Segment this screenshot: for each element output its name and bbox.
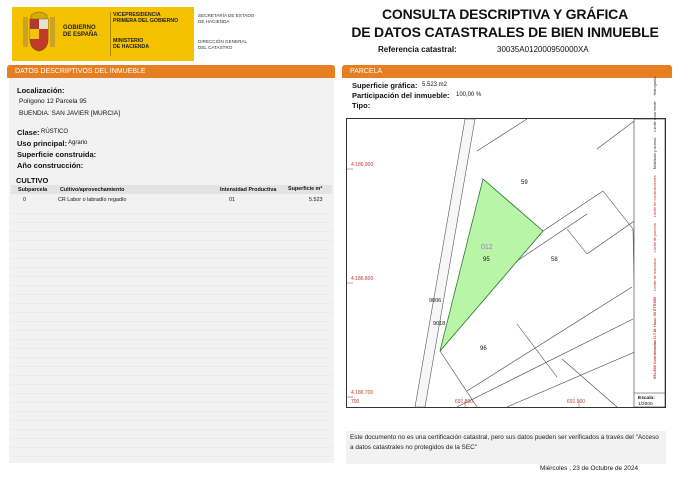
x-label-2: 691.800: [455, 399, 474, 405]
clase-label: Clase:: [17, 128, 40, 137]
legend-item-6: Hidrografía: [653, 76, 657, 96]
y-label-3: 4.186.700: [351, 390, 374, 396]
row-intensidad: 01: [229, 197, 235, 203]
col-subparcela: Subparcela: [18, 187, 48, 193]
y-label-1: 4.186.900: [351, 162, 374, 168]
tipo-label: Tipo:: [352, 101, 371, 110]
parcel-label-9006: 9006: [429, 298, 442, 304]
localizacion-label: Localización:: [17, 86, 65, 95]
col-superficie: Superficie m²: [288, 186, 323, 192]
scale-value: 1/2000: [638, 402, 653, 407]
localizacion-line1: Polígono 12 Parcela 95: [19, 98, 87, 105]
document-title-line1: CONSULTA DESCRIPTIVA Y GRÁFICA: [381, 6, 628, 22]
uso-value: Agrario: [68, 140, 88, 146]
vicepresidencia-text: VICEPRESIDENCIA PRIMERA DEL GOBIERNO: [113, 12, 191, 24]
clase-value: RÚSTICO: [41, 129, 68, 135]
superficie-grafica-value: 5.523 m2: [422, 82, 448, 88]
row-subparcela: 0: [23, 197, 26, 203]
superficie-construida-label: Superficie construida:: [17, 150, 97, 159]
parcel-label-58: 58: [551, 257, 558, 263]
participacion-label: Participación del inmueble:: [352, 91, 450, 100]
y-label-2: 4.186.800: [351, 276, 374, 282]
row-cultivo: CR Labor o labradío regadío: [58, 197, 127, 203]
parcel-label-95: 95: [483, 257, 490, 263]
legend-item-2: Límite de parcela: [653, 223, 657, 253]
parcel-label-012: 012: [481, 244, 493, 251]
parcel-label-59: 59: [521, 180, 528, 186]
legend-item-5: Límite zona verde: [653, 101, 657, 132]
uso-label: Uso principal:: [17, 139, 68, 148]
map-drawing: [347, 119, 665, 407]
parcela-header: PARCELA: [342, 65, 672, 78]
crs-note: 691.800 Coordenadas U.T.M. Huso 30 ETRS89: [653, 296, 657, 379]
disclaimer-note: Este documento no es una certificación catastral, pero sus datos pueden ser verificados a través del "Acceso a datos catastrales no protegidos de la SEC": [346, 431, 666, 464]
anio-construccion-label: Año construcción:: [17, 161, 84, 170]
datos-descriptivos-header: DATOS DESCRIPTIVOS DEL INMUEBLE: [7, 65, 335, 78]
ref-catastral-value: 30035A012000950000XA: [497, 45, 589, 54]
empty-table-rows: [11, 205, 332, 461]
col-cultivo: Cultivo/aprovechamiento: [60, 187, 125, 193]
document-title-line2: DE DATOS CATASTRALES DE BIEN INMUEBLE: [351, 24, 659, 40]
legend-item-4: Mobiliario y aceras: [653, 137, 657, 170]
legend-item-3: Límite de construcciones: [653, 175, 657, 218]
ref-catastral-label: Referencia catastral:: [378, 45, 457, 54]
gobierno-text: GOBIERNO DE ESPAÑA: [63, 25, 98, 38]
x-label-3: 691.900: [567, 399, 586, 405]
x-label-1: 700: [351, 399, 360, 405]
secretaria-text: SECRETARÍA DE ESTADO DE HACIENDA: [198, 13, 255, 24]
footer-date: Miércoles , 23 de Octubre de 2024: [540, 465, 639, 472]
row-superficie: 5.523: [309, 197, 323, 203]
direccion-text: DIRECCIÓN GENERAL DEL CATASTRO: [198, 39, 248, 50]
superficie-grafica-label: Superficie gráfica:: [352, 81, 418, 90]
table-row: [11, 194, 332, 204]
participacion-value: 100,00 %: [456, 92, 482, 98]
coat-of-arms-icon: [19, 11, 59, 57]
parcel-label-9018: 9018: [433, 321, 446, 327]
legend-vertical-text: [647, 76, 659, 389]
col-intensidad: Intensidad Productiva: [220, 187, 277, 193]
legend-item-1: Límite de manzana: [653, 258, 657, 291]
cultivo-title: CULTIVO: [16, 176, 49, 185]
header-divider: [110, 12, 111, 56]
ministerio-text: MINISTERIO DE HACIENDA: [113, 38, 150, 50]
localizacion-line2: BUENDIA. SAN JAVIER [MURCIA]: [19, 110, 121, 117]
scale-label: Escala:: [638, 396, 655, 401]
parcel-label-96: 96: [480, 346, 487, 352]
